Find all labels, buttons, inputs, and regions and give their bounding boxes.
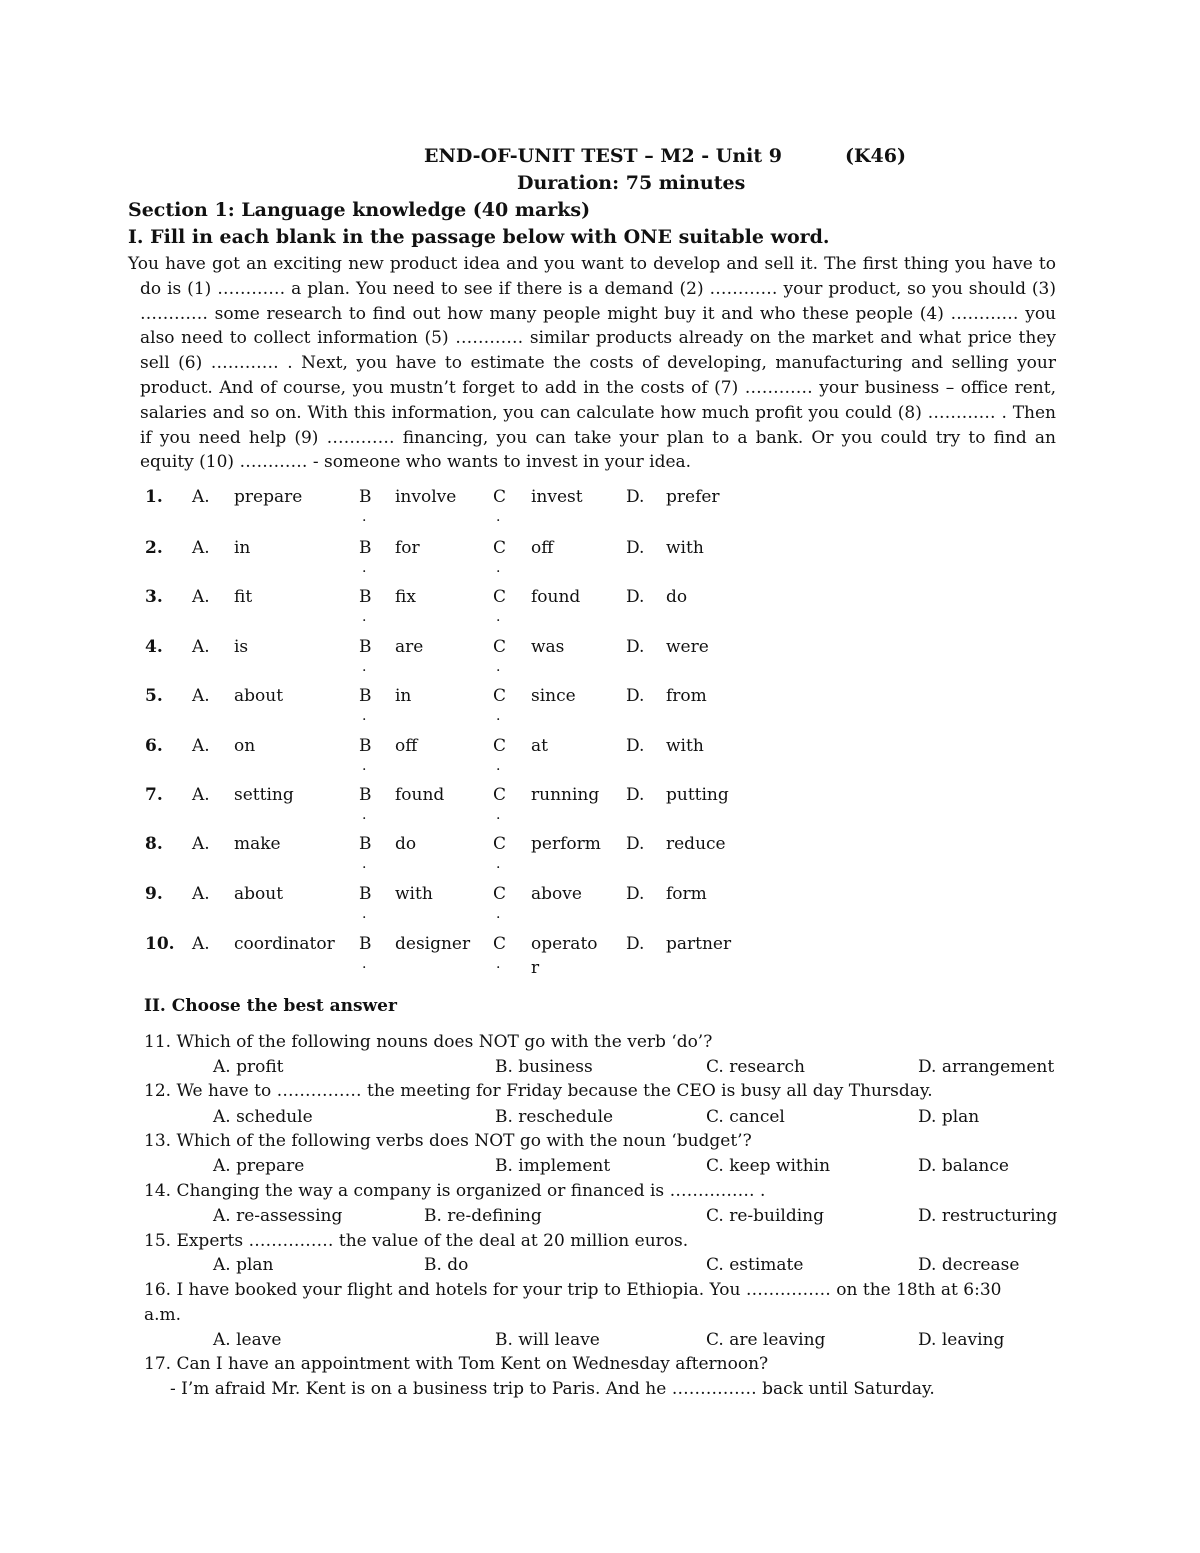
test-duration: Duration: 75 minutes (517, 172, 746, 194)
option-a: coordinator (234, 934, 335, 954)
mc-option-b: B. re-defining (424, 1206, 542, 1226)
option-b: with (395, 884, 433, 904)
option-letter-d: D. (626, 736, 645, 756)
option-letter-c: C (493, 785, 507, 805)
option-a: about (234, 686, 284, 706)
passage (128, 252, 1056, 475)
option-d: form (666, 884, 707, 904)
mc-question: 17. Can I have an appointment with Tom Kent on Wednesday afternoon? (144, 1354, 769, 1374)
question-row (0, 785, 1200, 835)
mc-option-d: D. balance (918, 1156, 1009, 1176)
question-number: 3. (145, 587, 163, 607)
mc-option-a: A. plan (213, 1255, 274, 1275)
option-letter-a: A. (192, 587, 210, 607)
option-letter-a: A. (192, 934, 210, 954)
test-code: (K46) (845, 145, 906, 167)
option-letter-d: D. (626, 785, 645, 805)
option-b: off (395, 736, 418, 756)
mc-question-continued: a.m. (144, 1305, 182, 1325)
part2-heading: II. Choose the best answer (144, 996, 397, 1016)
option-letter-c: C (493, 587, 507, 607)
question-row (0, 884, 1200, 934)
option-a: on (234, 736, 256, 756)
option-letter-b: B (359, 487, 372, 507)
option-letter-c: C (493, 637, 507, 657)
option-letter-c-dot: . (496, 509, 501, 525)
option-letter-a: A. (192, 884, 210, 904)
option-a: setting (234, 785, 294, 805)
mc-question: 13. Which of the following verbs does NOT go with the noun ‘budget’? (144, 1131, 752, 1151)
option-letter-c-dot: . (496, 906, 501, 922)
option-b: found (395, 785, 445, 805)
option-letter-b-dot: . (362, 758, 367, 774)
mc-option-b: B. will leave (495, 1330, 600, 1350)
question-row (0, 538, 1200, 588)
option-letter-b-dot: . (362, 708, 367, 724)
question-number: 6. (145, 736, 163, 756)
option-a: about (234, 884, 284, 904)
option-letter-b: B (359, 587, 372, 607)
mc-option-b: B. business (495, 1057, 593, 1077)
mc-option-d: D. decrease (918, 1255, 1020, 1275)
mc-option-b: B. reschedule (495, 1107, 614, 1127)
option-letter-a: A. (192, 637, 210, 657)
option-b: designer (395, 934, 471, 954)
option-letter-a: A. (192, 487, 210, 507)
option-letter-b: B (359, 637, 372, 657)
question-row (0, 934, 1200, 984)
option-letter-b-dot: . (362, 560, 367, 576)
option-letter-a: A. (192, 785, 210, 805)
option-letter-d: D. (626, 538, 645, 558)
question-number: 4. (145, 637, 163, 657)
option-d: partner (666, 934, 732, 954)
option-b: for (395, 538, 420, 558)
mc-question: 11. Which of the following nouns does NOT go with the verb ‘do’? (144, 1032, 713, 1052)
option-letter-d: D. (626, 934, 645, 954)
mc-question: 16. I have booked your flight and hotels for your trip to Ethiopia. You …………… on the 18th at 6:30 (144, 1280, 1002, 1300)
section-heading: Section 1: Language knowledge (40 marks) (128, 199, 591, 221)
mc-question: 14. Changing the way a company is organized or financed is …………… . (144, 1181, 766, 1201)
option-a: make (234, 834, 281, 854)
test-title: END-OF-UNIT TEST – M2 - Unit 9 (424, 145, 783, 167)
option-d: were (666, 637, 709, 657)
option-d: prefer (666, 487, 720, 507)
option-c: since (531, 686, 576, 706)
mc-option-a: A. profit (213, 1057, 284, 1077)
option-letter-c-dot: . (496, 807, 501, 823)
option-c: invest (531, 487, 583, 507)
mc-option-a: A. leave (213, 1330, 282, 1350)
option-letter-c-dot: . (496, 609, 501, 625)
option-c: at (531, 736, 548, 756)
option-letter-c: C (493, 538, 507, 558)
option-letter-a: A. (192, 736, 210, 756)
option-a: fit (234, 587, 253, 607)
option-letter-b-dot: . (362, 509, 367, 525)
option-letter-b-dot: . (362, 956, 367, 972)
option-letter-b: B (359, 686, 372, 706)
mc-option-d: D. arrangement (918, 1057, 1055, 1077)
option-letter-c-dot: . (496, 659, 501, 675)
option-letter-d: D. (626, 884, 645, 904)
mc-option-c: C. are leaving (706, 1330, 826, 1350)
option-letter-b-dot: . (362, 906, 367, 922)
option-letter-a: A. (192, 834, 210, 854)
mc-option-b: B. implement (495, 1156, 611, 1176)
option-letter-c: C (493, 736, 507, 756)
option-c: operato (531, 934, 598, 954)
option-b: involve (395, 487, 457, 507)
option-letter-c: C (493, 884, 507, 904)
option-c: running (531, 785, 600, 805)
option-letter-c: C (493, 686, 507, 706)
option-d: with (666, 538, 704, 558)
option-c: above (531, 884, 582, 904)
option-letter-c: C (493, 487, 507, 507)
option-letter-b: B (359, 934, 372, 954)
option-c-wrap: r (531, 958, 540, 978)
mc-option-c: C. research (706, 1057, 805, 1077)
option-letter-c: C (493, 934, 507, 954)
mc-option-a: A. re-assessing (213, 1206, 343, 1226)
mc-option-c: C. re-building (706, 1206, 824, 1226)
option-c: was (531, 637, 565, 657)
option-letter-d: D. (626, 834, 645, 854)
question-number: 8. (145, 834, 163, 854)
option-letter-b: B (359, 538, 372, 558)
option-letter-b-dot: . (362, 807, 367, 823)
option-letter-a: A. (192, 686, 210, 706)
option-c: perform (531, 834, 601, 854)
question-number: 1. (145, 487, 163, 507)
mc-option-a: A. prepare (213, 1156, 305, 1176)
mc-question: 15. Experts …………… the value of the deal at 20 million euros. (144, 1231, 689, 1251)
option-c: off (531, 538, 554, 558)
mc-option-d: D. leaving (918, 1330, 1005, 1350)
mc-option-d: D. restructuring (918, 1206, 1058, 1226)
option-b: are (395, 637, 424, 657)
mc-option-a: A. schedule (213, 1107, 313, 1127)
option-a: is (234, 637, 249, 657)
option-b: in (395, 686, 412, 706)
passage-text: You have got an exciting new product idea and you want to develop and sell it. The first thing you have to do is (1) ………… a plan. You need to see if there is a demand (2) ………… your product, so you should (3) ………… some research to find out how many people might buy it and who these people (4) ………… you also need to collect information (5) ………… similar products already on the market and what price they sell (6) ………… . Next, you have to estimate the costs of developing, manufacturing and selling your product. And of course, you mustn’t forget to add in the costs of (7) ………… your business – office rent, salaries and so on. With this information, you can calculate how much profit you could (8) ………… . Then if you need help (9) ………… financing, you can take your plan to a bank. Or you could try to find an equity (10) ………… - someone who wants to invest in your idea. (128, 254, 1056, 473)
option-letter-d: D. (626, 487, 645, 507)
part1-heading: I. Fill in each blank in the passage below with ONE suitable word. (128, 226, 830, 248)
option-letter-b-dot: . (362, 856, 367, 872)
question-number: 2. (145, 538, 163, 558)
mc-option-c: C. estimate (706, 1255, 804, 1275)
mc-option-b: B. do (424, 1255, 469, 1275)
question-number: 9. (145, 884, 163, 904)
question-row (0, 637, 1200, 687)
option-b: fix (395, 587, 416, 607)
option-letter-a: A. (192, 538, 210, 558)
mc-option-c: C. keep within (706, 1156, 831, 1176)
mc-question: 12. We have to …………… the meeting for Friday because the CEO is busy all day Thursday. (144, 1081, 933, 1101)
option-d: putting (666, 785, 729, 805)
option-letter-c-dot: . (496, 708, 501, 724)
question-row (0, 487, 1200, 537)
option-d: with (666, 736, 704, 756)
question-row (0, 834, 1200, 884)
question-number: 5. (145, 686, 163, 706)
option-letter-b-dot: . (362, 609, 367, 625)
option-letter-c-dot: . (496, 856, 501, 872)
option-letter-b: B (359, 834, 372, 854)
option-letter-c-dot: . (496, 758, 501, 774)
option-letter-b: B (359, 884, 372, 904)
option-letter-b-dot: . (362, 659, 367, 675)
option-d: reduce (666, 834, 726, 854)
option-letter-d: D. (626, 637, 645, 657)
option-letter-b: B (359, 736, 372, 756)
mc-option-d: D. plan (918, 1107, 980, 1127)
option-letter-b: B (359, 785, 372, 805)
question-row (0, 736, 1200, 786)
question-number: 10. (145, 934, 175, 954)
option-a: prepare (234, 487, 303, 507)
mc-question-continued: - I’m afraid Mr. Kent is on a business trip to Paris. And he …………… back until Saturday. (170, 1379, 935, 1399)
option-letter-d: D. (626, 686, 645, 706)
question-number: 7. (145, 785, 163, 805)
option-letter-c-dot: . (496, 560, 501, 576)
option-d: from (666, 686, 707, 706)
option-letter-c: C (493, 834, 507, 854)
mc-option-c: C. cancel (706, 1107, 785, 1127)
option-letter-d: D. (626, 587, 645, 607)
question-row (0, 587, 1200, 637)
question-row (0, 686, 1200, 736)
option-d: do (666, 587, 688, 607)
option-a: in (234, 538, 251, 558)
option-b: do (395, 834, 417, 854)
option-letter-c-dot: . (496, 956, 501, 972)
option-c: found (531, 587, 581, 607)
